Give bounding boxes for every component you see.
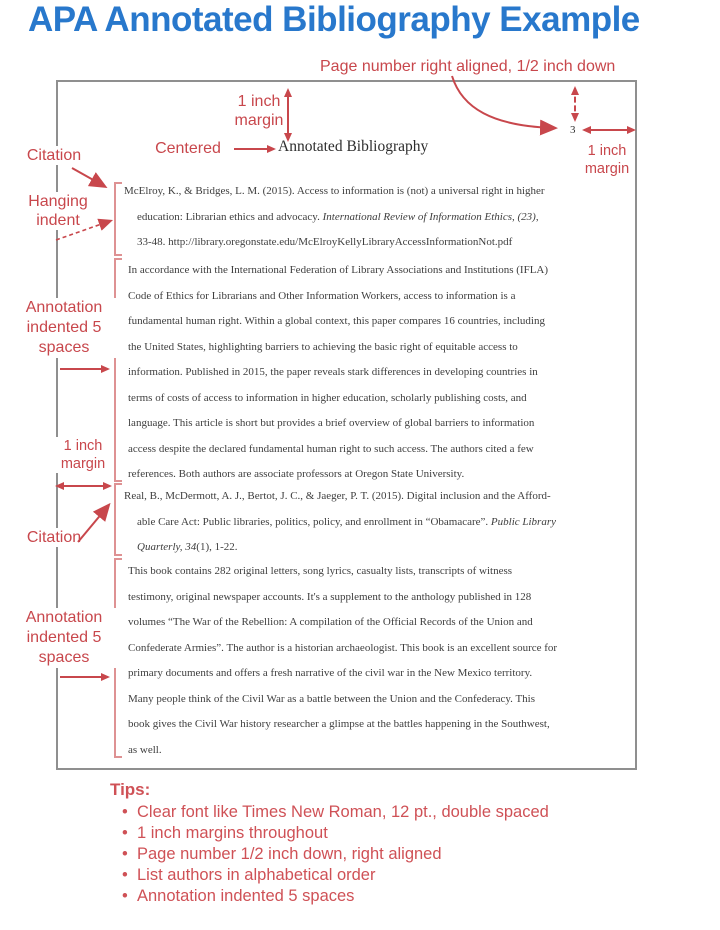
text-line: book gives the Civil War history researcher a glimpse at the battles happening in the Southwest, [128,718,550,730]
text-line: primary documents and offers a fresh narrative of the civil war in the New Mexico territory. [128,667,533,679]
citation1-text [124,179,545,256]
text-line: language. This article is short but provides a brief overview of global barriers to information [128,417,535,429]
left-margin-double-arrow-icon [57,485,110,487]
text-line: • Clear font like Times New Roman, 12 pt., double spaced [122,802,549,823]
text-line: able Care Act: Public libraries, politics, policy, and enrollment in “Obamacare”. Public Library [137,515,557,528]
text-line: • 1 inch margins throughout [122,823,549,844]
callout-annotation-1: Annotation indented 5 spaces [12,298,116,358]
text-line: Many people think of the Civil War as a battle between the Union and the Confederacy. This [128,692,536,705]
text-line: • Page number 1/2 inch down, right aligned [122,844,549,865]
callout-hanging-indent: Hanging indent [10,192,106,230]
callout-centered: Centered [155,140,221,157]
page-title: APA Annotated Bibliography Example [28,0,640,39]
text-line: Code of Ethics for Librarians and Other Information Workers, access to information is a [128,289,516,302]
top-margin-double-arrow-icon [287,90,289,140]
right-margin-double-arrow-icon [584,129,634,131]
text-line: McElroy, K., & Bridges, L. M. (2015). Access to information is (not) a universal right in higher [124,185,545,197]
callout-citation-1: Citation [16,146,92,165]
text-line: access despite the declared fundamental human right to such access. The authors cited a few [128,442,534,455]
annotation1-arrow-icon [60,368,108,370]
text-line: This book contains 282 original letters, song lyrics, casualty lists, transcripts of witness [128,565,513,577]
callout-page-number-note: Page number right aligned, 1/2 inch down [320,58,616,75]
text-line: testimony, original newspaper accounts. It's a supplement to the anthology published in 128 [128,590,532,603]
document-page-number: 3 [570,124,576,136]
text-line: as well. [128,743,162,756]
text-line: fundamental human right. Within a global context, this paper compares 16 countries, including [128,315,545,327]
citation2-bracket [114,483,122,556]
tips-list [122,802,549,907]
text-line: 33-48. http://library.oregonstate.edu/McElroyKellyLibraryAccessInformationNot.pdf [137,236,513,248]
text-line: the United States, highlighting barriers to achieving the basic right of equitable access to [128,340,518,353]
callout-annotation-2: Annotation indented 5 spaces [12,608,116,668]
text-line: • List authors in alphabetical order [122,865,549,886]
text-line: references. Both authors are associate professors at Oregon State University. [128,468,465,480]
annotation2-text [128,559,557,763]
citation2-text [124,484,556,561]
text-line: In accordance with the International Federation of Library Associations and Institutions (IFLA) [128,264,549,276]
annotation1-bracket [114,258,122,482]
annotation1-text [128,258,548,488]
half-inch-down-dashed-arrow-icon [574,88,576,120]
mock-document-page [56,80,637,770]
text-line: Quarterly, 34(1), 1-22. [137,541,238,553]
callout-top-margin: 1 inch margin [234,93,284,129]
citation1-bracket [114,182,122,256]
centered-arrow-icon [234,148,274,150]
callout-right-margin: 1 inch margin [584,143,630,177]
annotation2-arrow-icon [60,676,108,678]
text-line: information. Published in 2015, the paper reveals stark differences in developing countries in [128,366,538,378]
text-line: terms of costs of access to information in higher education, scholarly publishing costs, and [128,391,527,404]
text-line: Real, B., McDermott, A. J., Bertot, J. C., & Jaeger, P. T. (2015). Digital inclusion and the Afford- [124,490,551,502]
callout-citation-2: Citation [16,528,92,547]
text-line: volumes “The War of the Rebellion: A compilation of the Official Records of the Union and [128,616,533,628]
text-line: education: Librarian ethics and advocacy. International Review of Information Ethics, (23), [137,210,539,223]
text-line: • Annotation indented 5 spaces [122,886,549,907]
text-line: Confederate Armies”. The author is a historian archaeologist. This book is an excellent source for [128,641,558,654]
document-header-title: Annotated Bibliography [278,138,429,155]
tips-heading: Tips: [110,780,151,799]
callout-left-margin: 1 inch margin [56,437,110,473]
